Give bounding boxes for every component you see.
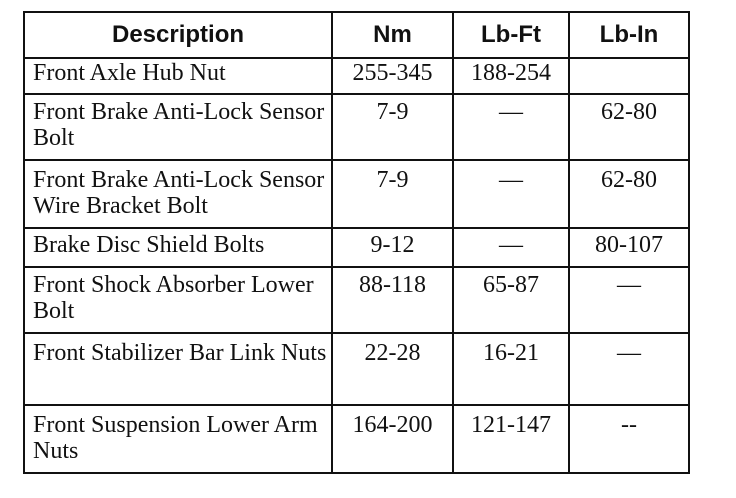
- lb-in-cell: [569, 58, 689, 94]
- description-cell: Front Suspension Lower Arm Nuts: [24, 405, 332, 473]
- table-row: [24, 58, 689, 94]
- header-nm: Nm: [332, 12, 453, 58]
- lb-ft-cell: —: [453, 228, 569, 267]
- lb-ft-cell: —: [453, 94, 569, 160]
- nm-cell: 255-345: [332, 58, 453, 94]
- nm-cell: 22-28: [332, 333, 453, 405]
- nm-cell: 7-9: [332, 160, 453, 228]
- description-cell: Front Brake Anti-Lock Sensor Wire Bracket Bolt: [24, 160, 332, 228]
- nm-cell: 7-9: [332, 94, 453, 160]
- header-description: Description: [24, 12, 332, 58]
- header-lb-in: Lb-In: [569, 12, 689, 58]
- nm-cell: 88-118: [332, 267, 453, 333]
- lb-in-cell: --: [569, 405, 689, 473]
- description-cell: Front Shock Absorber Lower Bolt: [24, 267, 332, 333]
- description-cell: Front Stabilizer Bar Link Nuts: [24, 333, 332, 405]
- lb-ft-cell: 188-254: [453, 58, 569, 94]
- lb-ft-cell: 65-87: [453, 267, 569, 333]
- nm-cell: 9-12: [332, 228, 453, 267]
- torque-spec-table: [23, 11, 690, 474]
- lb-in-cell: 62-80: [569, 94, 689, 160]
- lb-ft-cell: 121-147: [453, 405, 569, 473]
- table-row: [24, 333, 689, 405]
- lb-ft-cell: —: [453, 160, 569, 228]
- table-row: [24, 405, 689, 473]
- table-row: [24, 228, 689, 267]
- table-row: [24, 160, 689, 228]
- lb-in-cell: —: [569, 267, 689, 333]
- header-lb-ft: Lb-Ft: [453, 12, 569, 58]
- lb-ft-cell: 16-21: [453, 333, 569, 405]
- lb-in-cell: 62-80: [569, 160, 689, 228]
- lb-in-cell: —: [569, 333, 689, 405]
- nm-cell: 164-200: [332, 405, 453, 473]
- description-cell: Brake Disc Shield Bolts: [24, 228, 332, 267]
- lb-in-cell: 80-107: [569, 228, 689, 267]
- table-row: [24, 94, 689, 160]
- description-cell: Front Brake Anti-Lock Sensor Bolt: [24, 94, 332, 160]
- table-row: [24, 267, 689, 333]
- header-row: [24, 12, 689, 58]
- description-cell: Front Axle Hub Nut: [24, 58, 332, 94]
